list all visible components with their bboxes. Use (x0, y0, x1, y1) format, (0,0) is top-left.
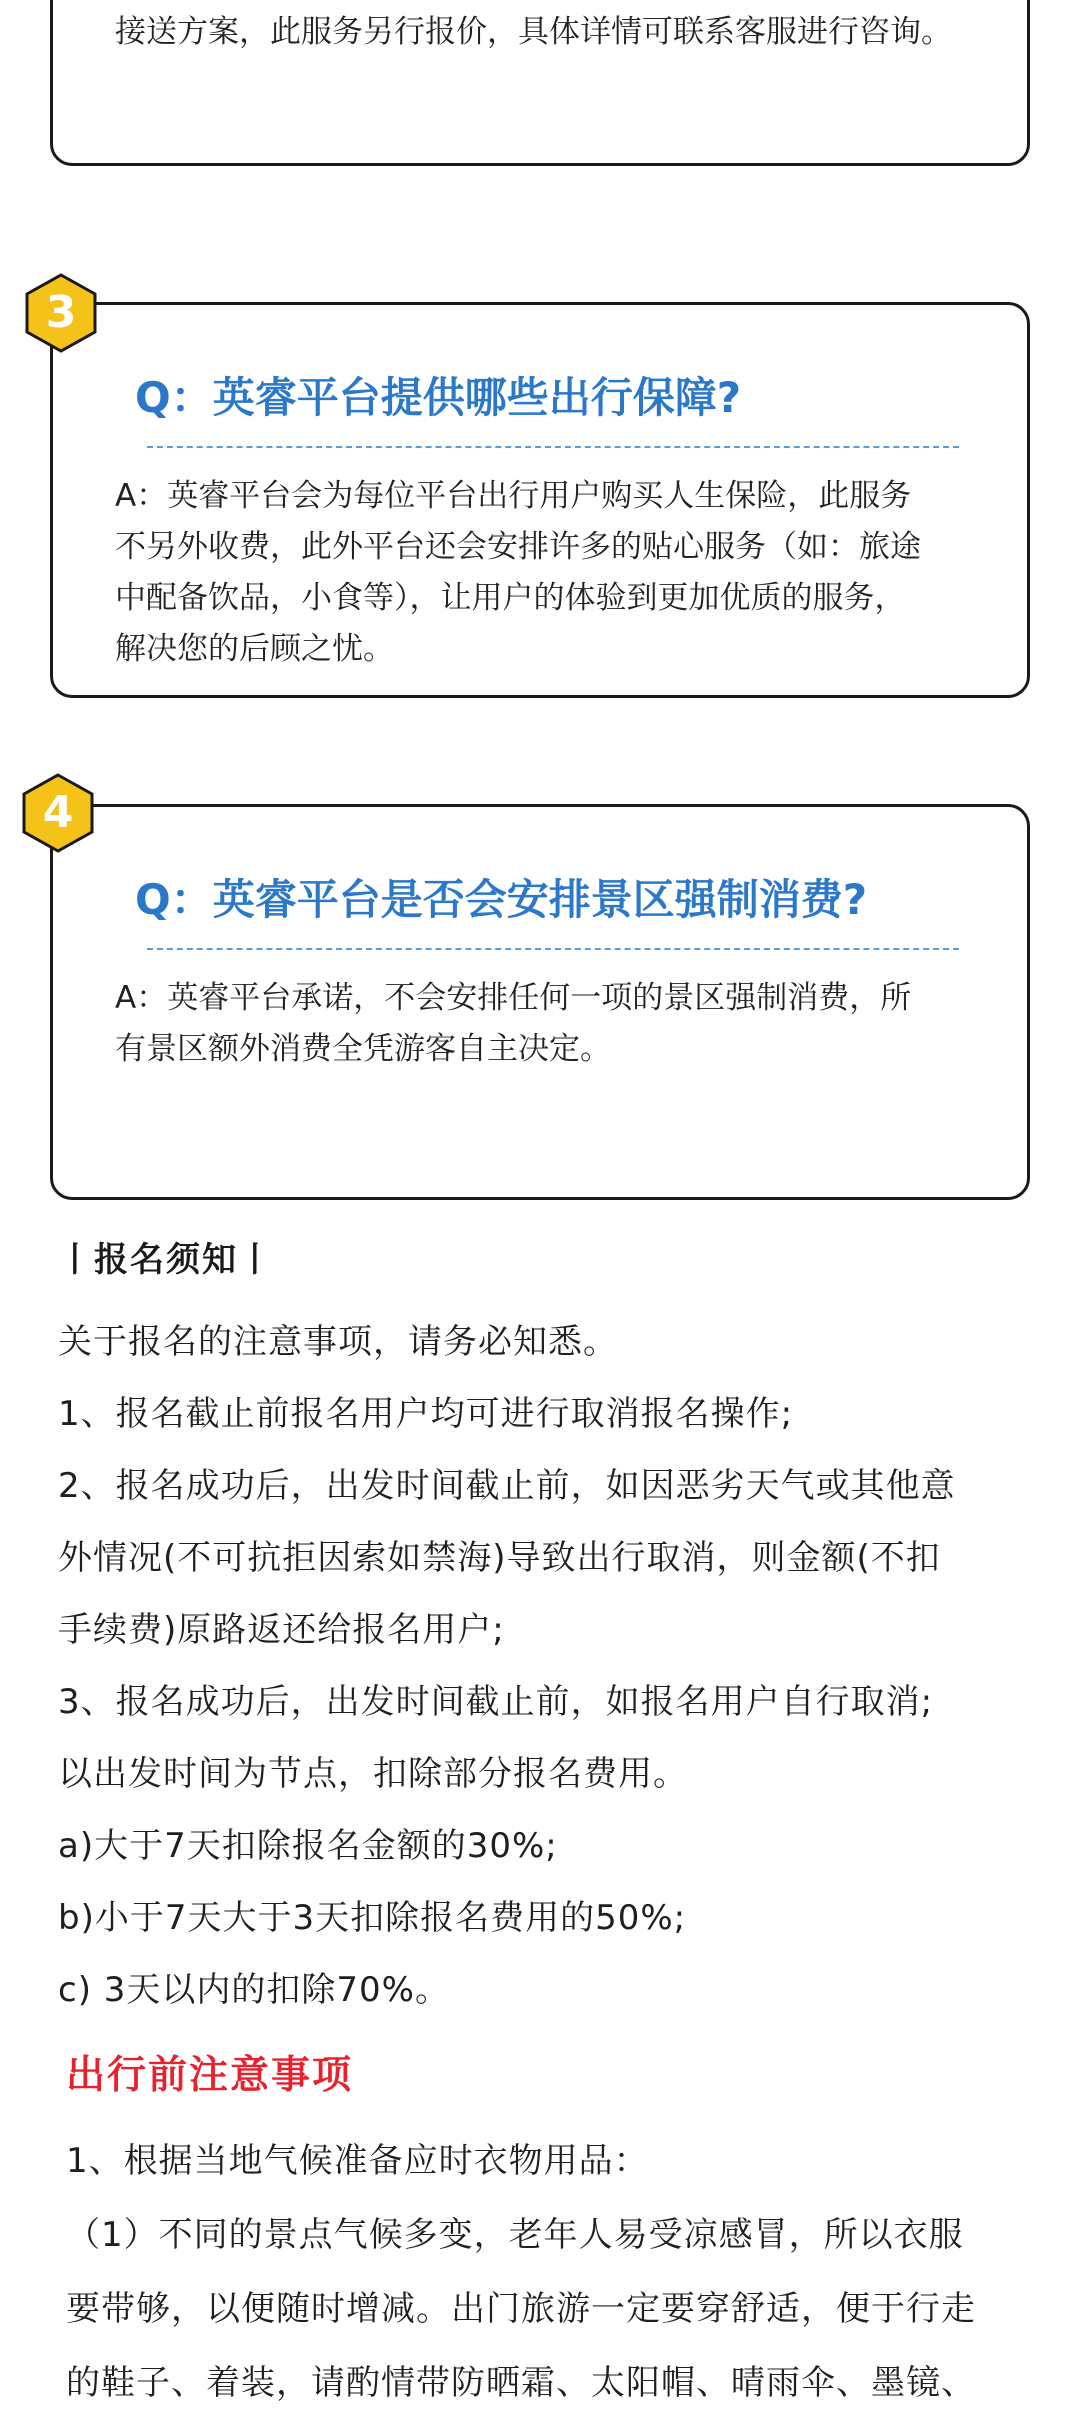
notice-line: 关于报名的注意事项，请务必知悉。 (58, 1322, 618, 1362)
answer-line: A：英睿平台会为每位平台出行用户购买人生保险，此服务 (115, 478, 912, 514)
notice-line: c) 3天以内的扣除70%。 (58, 1970, 450, 2010)
answer-line: 有景区额外消费全凭游客自主决定。 (115, 1031, 611, 1067)
faq-card-4 (50, 804, 1030, 1200)
notice-line: a)大于7天扣除报名金额的30%; (58, 1826, 558, 1866)
number-badge (23, 272, 99, 354)
faq-answer (115, 973, 997, 1075)
answer-line: 中配备饮品，小食等），让用户的体验到更加优质的服务， (115, 580, 906, 616)
answer-line: A：英睿平台承诺，不会安排任何一项的景区强制消费，所 (115, 980, 912, 1016)
notice-line: 1、报名截止前报名用户均可进行取消报名操作; (58, 1394, 794, 1434)
answer-line: 不另外收费，此外平台还会安排许多的贴心服务（如：旅途 (115, 529, 921, 565)
notice-line: 外情况(不可抗拒因索如禁海)导致出行取消，则金额(不扣 (58, 1538, 941, 1578)
registration-notice (58, 1236, 1038, 2026)
dashed-divider (147, 948, 959, 950)
travel-line: （1）不同的景点气候多变，老年人易受凉感冒，所以衣服 (66, 2215, 964, 2255)
travel-line: 要带够，以便随时增减。出门旅游一定要穿舒适，便于行走 (66, 2289, 976, 2329)
section-heading: 出行前注意事项 (66, 2053, 354, 2098)
faq-card-3 (50, 302, 1030, 698)
travel-line: 1、根据当地气候准备应时衣物用品： (66, 2141, 649, 2181)
faq-question: Q：英睿平台提供哪些出行保障? (135, 373, 742, 422)
faq-question: Q：英睿平台是否会安排景区强制消费? (135, 875, 868, 924)
faq-answer: 接送方案，此服务另行报价，具体详情可联系客服进行咨询。 (115, 14, 952, 50)
section-heading: 丨报名须知丨 (58, 1240, 274, 1280)
notice-line: b)小于7天大于3天扣除报名费用的50%; (58, 1898, 687, 1938)
badge-number: 4 (42, 787, 74, 838)
notice-line: 2、报名成功后，出发时间截止前，如因恶劣天气或其他意 (58, 1466, 956, 1506)
travel-precautions (66, 2048, 1046, 2420)
answer-line: 解决您的后顾之忧。 (115, 631, 394, 667)
notice-line: 手续费)原路返还给报名用户; (58, 1610, 505, 1650)
number-badge (20, 772, 96, 854)
travel-line: 的鞋子、着装，请酌情带防晒霜、太阳帽、晴雨伞、墨镜、 (66, 2363, 976, 2403)
badge-number: 3 (45, 287, 77, 338)
dashed-divider (147, 446, 959, 448)
notice-line: 以出发时间为节点，扣除部分报名费用。 (58, 1754, 688, 1794)
faq-answer (115, 471, 997, 675)
faq-card-2 (50, 0, 1030, 166)
notice-line: 3、报名成功后，出发时间截止前，如报名用户自行取消; (58, 1682, 934, 1722)
